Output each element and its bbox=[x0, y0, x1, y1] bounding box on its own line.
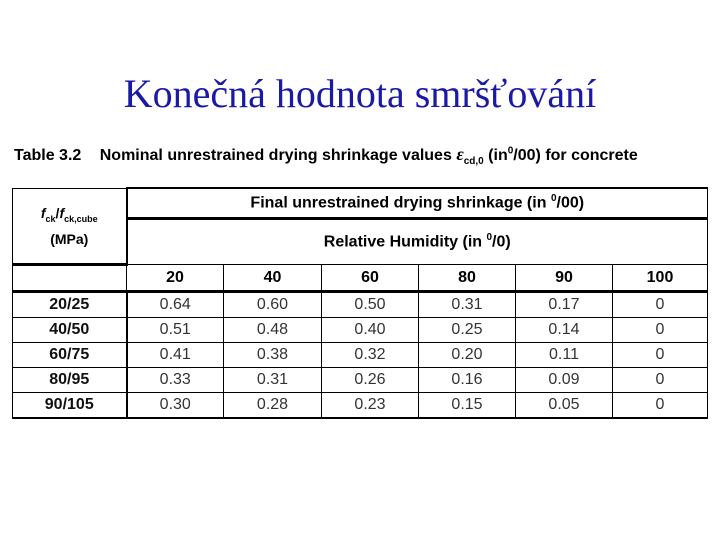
table-number: Table 3.2 bbox=[14, 147, 82, 164]
shrinkage-value: 0.16 bbox=[419, 368, 516, 393]
strength-class: 80/95 bbox=[13, 368, 127, 393]
caption-unit-sub: /00 bbox=[513, 147, 536, 164]
shrinkage-value: 0.25 bbox=[419, 318, 516, 343]
shrinkage-value: 0.26 bbox=[322, 368, 419, 393]
shrinkage-value: 0.11 bbox=[516, 343, 613, 368]
shrinkage-value: 0.28 bbox=[224, 393, 322, 419]
shrinkage-value: 0.40 bbox=[322, 318, 419, 343]
shrinkage-value: 0.33 bbox=[127, 368, 224, 393]
humidity-level: 100 bbox=[613, 265, 708, 292]
epsilon-symbol: ε bbox=[456, 144, 464, 164]
shrinkage-value: 0.51 bbox=[127, 318, 224, 343]
shrinkage-value: 0.38 bbox=[224, 343, 322, 368]
shrinkage-value: 0.05 bbox=[516, 393, 613, 419]
shrinkage-value: 0.15 bbox=[419, 393, 516, 419]
caption-unit-sup: 0 bbox=[507, 145, 514, 157]
humidity-level: 90 bbox=[516, 265, 613, 292]
table-caption bbox=[14, 144, 638, 167]
shrinkage-value: 0.32 bbox=[322, 343, 419, 368]
shrinkage-value: 0 bbox=[613, 368, 708, 393]
shrinkage-value: 0 bbox=[613, 343, 708, 368]
caption-text-end: for concrete bbox=[545, 147, 638, 164]
shrinkage-table bbox=[12, 187, 708, 419]
shrinkage-value: 0.23 bbox=[322, 393, 419, 419]
strength-class: 60/75 bbox=[13, 343, 127, 368]
shrinkage-value: 0 bbox=[613, 318, 708, 343]
final-shrinkage-header: Final unrestrained drying shrinkage (in $^0$/00) bbox=[127, 188, 708, 219]
table-row bbox=[13, 318, 708, 343]
shrinkage-value: 0.17 bbox=[516, 292, 613, 318]
strength-class: 90/105 bbox=[13, 393, 127, 419]
shrinkage-value: 0 bbox=[613, 292, 708, 318]
strength-class: 40/50 bbox=[13, 318, 127, 343]
shrinkage-value: 0.09 bbox=[516, 368, 613, 393]
epsilon-subscript: cd,0 bbox=[463, 156, 484, 168]
shrinkage-value: 0.31 bbox=[224, 368, 322, 393]
caption-unit-open: (in bbox=[488, 147, 508, 164]
table-row bbox=[13, 292, 708, 318]
caption-unit-close: ) bbox=[535, 147, 541, 164]
shrinkage-value: 0.30 bbox=[127, 393, 224, 419]
humidity-level: 60 bbox=[322, 265, 419, 292]
shrinkage-value: 0.50 bbox=[322, 292, 419, 318]
humidity-level: 20 bbox=[127, 265, 224, 292]
slide-title: Konečná hodnota smršťování bbox=[123, 71, 597, 116]
caption-text: Nominal unrestrained drying shrinkage values bbox=[99, 147, 452, 164]
strength-column-header: $f_{ck}/f_{ck,cube}$ (MPa) bbox=[13, 188, 127, 265]
humidity-corner-cell bbox=[13, 265, 127, 292]
shrinkage-value: 0 bbox=[613, 393, 708, 419]
shrinkage-value: 0.64 bbox=[127, 292, 224, 318]
shrinkage-value: 0.31 bbox=[419, 292, 516, 318]
shrinkage-value: 0.20 bbox=[419, 343, 516, 368]
shrinkage-value: 0.48 bbox=[224, 318, 322, 343]
strength-class: 20/25 bbox=[13, 292, 127, 318]
humidity-level: 40 bbox=[224, 265, 322, 292]
relative-humidity-header: Relative Humidity (in $^0$/0) bbox=[127, 219, 708, 265]
table-row bbox=[13, 393, 708, 419]
table-row bbox=[13, 368, 708, 393]
shrinkage-value: 0.41 bbox=[127, 343, 224, 368]
humidity-level-row bbox=[13, 265, 708, 292]
shrinkage-value: 0.14 bbox=[516, 318, 613, 343]
shrinkage-value: 0.60 bbox=[224, 292, 322, 318]
humidity-level: 80 bbox=[419, 265, 516, 292]
table-row bbox=[13, 343, 708, 368]
